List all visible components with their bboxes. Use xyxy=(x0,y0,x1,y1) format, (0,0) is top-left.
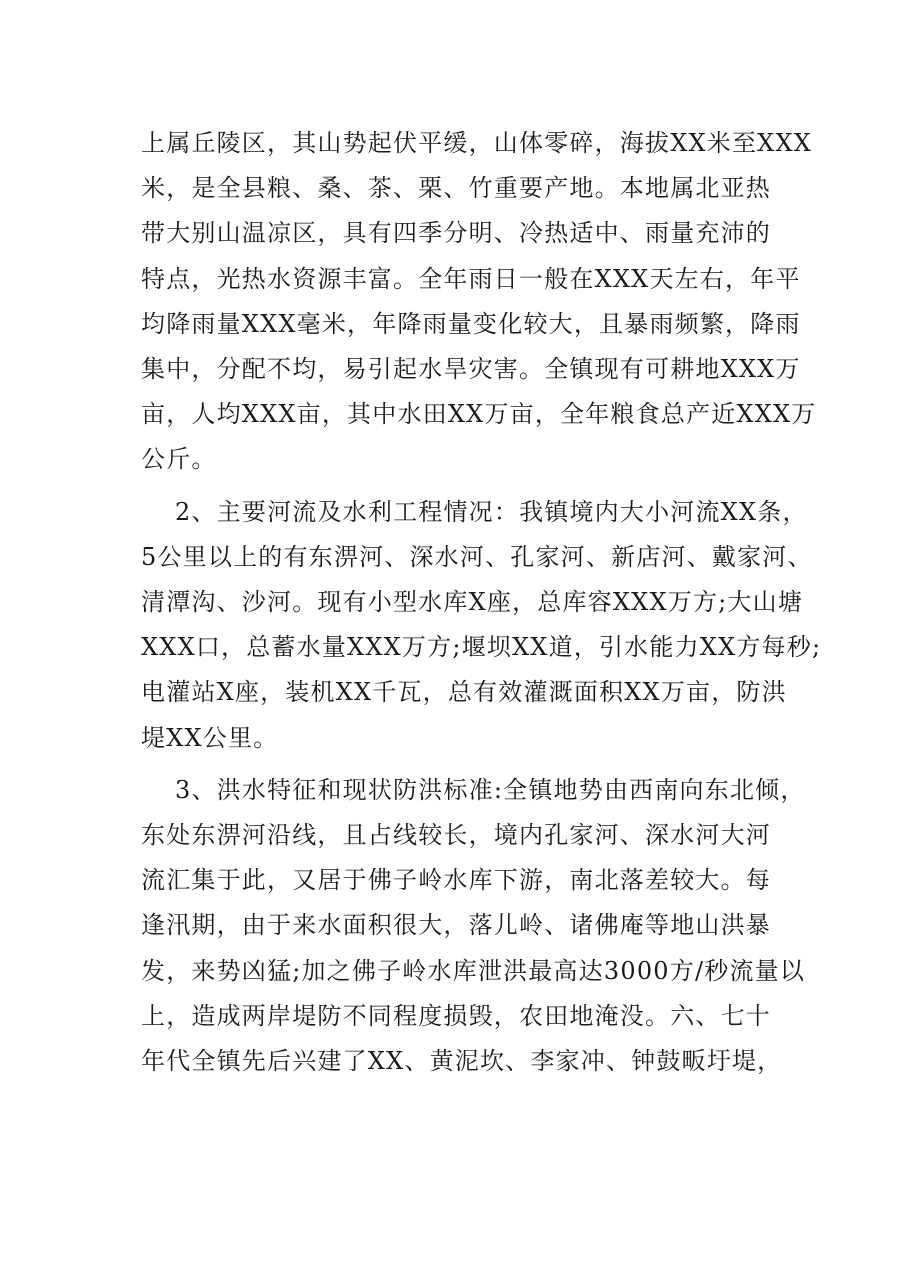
text-line: 集中，分配不均，易引起水旱灾害。全镇现有可耕地XXX万 xyxy=(141,355,801,384)
text-line: 上属丘陵区，其山势起伏平缓，山体零碎，海拔XX米至XXX xyxy=(141,129,813,157)
text-line: 5公里以上的有东淠河、深水河、孔家河、新店河、戴家河、 xyxy=(141,542,813,571)
text-line: 2、主要河流及水利工程情况：我镇境内大小河流XX条， xyxy=(175,497,808,526)
text-line: 均降雨量XXX毫米，年降雨量变化较大，且暴雨频繁，降雨 xyxy=(141,309,801,338)
text-line: XXX口，总蓄水量XXX万方;堰坝XX道，引水能力XX方每秒; xyxy=(141,633,822,662)
text-line: 公斤。 xyxy=(141,445,217,474)
text-line: 逢汛期，由于来水面积很大，落儿岭、诸佛庵等地山洪暴 xyxy=(141,911,771,940)
text-line: 发，来势凶猛;加之佛子岭水库泄洪最高达3000方/秒流量以 xyxy=(141,956,806,985)
paragraph-rivers-water-projects xyxy=(141,490,822,761)
text-line: 带大别山温凉区，具有四季分明、冷热适中、雨量充沛的 xyxy=(141,219,771,248)
text-line: 堤XX公里。 xyxy=(141,723,279,752)
paragraph-geography xyxy=(141,121,817,483)
text-line: 米，是全县粮、桑、茶、栗、竹重要产地。本地属北亚热 xyxy=(141,174,771,203)
paragraph-flood-characteristics xyxy=(141,768,806,1084)
text-line: 东处东淠河沿线，且占线较长，境内孔家河、深水河大河 xyxy=(141,821,771,850)
text-line: 电灌站X座，装机XX千瓦，总有效灌溉面积XX万亩，防洪 xyxy=(141,678,787,707)
text-line: 流汇集于此，又居于佛子岭水库下游，南北落差较大。每 xyxy=(141,866,771,895)
text-line: 年代全镇先后兴建了XX、黄泥坎、李家冲、钟鼓畈圩堤， xyxy=(141,1047,783,1076)
text-line: 3、洪水特征和现状防洪标准:全镇地势由西南向东北倾， xyxy=(175,775,806,804)
text-line: 清潭沟、沙河。现有小型水库X座，总库容XXX万方;大山塘 xyxy=(141,588,804,617)
document-body xyxy=(141,121,822,1091)
text-line: 亩，人均XXX亩，其中水田XX万亩，全年粮食总产近XXX万 xyxy=(141,400,817,429)
text-line: 特点，光热水资源丰富。全年雨日一般在XXX天左右，年平 xyxy=(141,264,801,293)
text-line: 上，造成两岸堤防不同程度损毁，农田地淹没。六、七十 xyxy=(141,1001,771,1030)
